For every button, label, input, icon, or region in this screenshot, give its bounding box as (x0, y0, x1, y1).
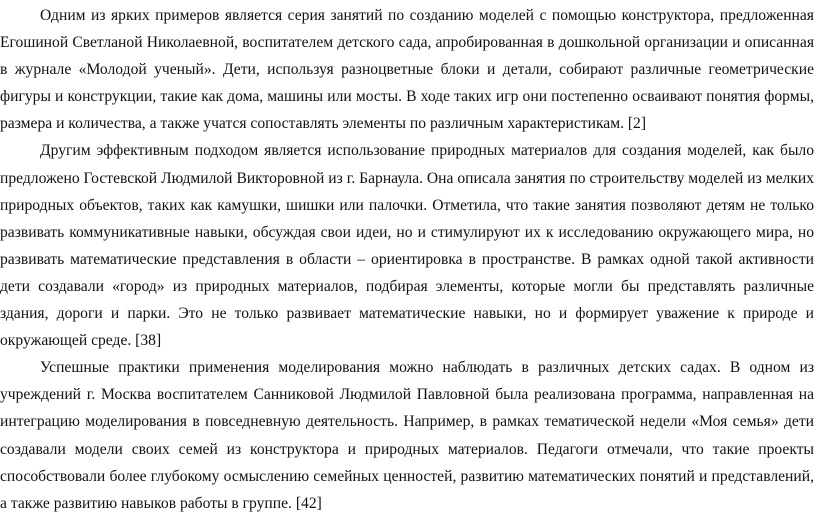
document-body (0, 2, 814, 517)
paragraph-natural-materials: Другим эффективным подходом является использование природных материалов для создания моделей, как было предложено Гостевской Людмилой Викторовной из г. Барнаула. Она описала занятия по строительству моделей из мелких природных объектов, таких как камушки, шишки или палочки. Отметила, что такие занятия позволяют детям не только развивать коммуникативные навыки, обсуждая свои идеи, но и стимулируют их к исследованию окружающего мира, но развивать математические представления в области – ориентировка в пространстве. В рамках одной такой активности дети создавали «город» из природных материалов, подбирая элементы, которые могли бы представлять различные здания, дороги и парки. Это не только развивает математические навыки, но и формирует уважение к природе и окружающей среде. [38] (0, 142, 814, 350)
paragraph-constructor-example: Одним из ярких примеров является серия занятий по созданию моделей с помощью конструктора, предложенная Егошиной Светланой Николаевной, воспитателем детского сада, апробированная в дошкольной организации и описанная в журнале «Молодой ученый». Дети, используя разноцветные блоки и детали, собирают различные геометрические фигуры и конструкции, такие как дома, машины или мосты. В ходе таких игр они постепенно осваивают понятия формы, размера и количества, а также учатся сопоставлять элементы по различным характеристикам. [2] (0, 7, 814, 133)
paragraph-successful-practices: Успешные практики применения моделирования можно наблюдать в различных детских садах. В одном из учреждений г. Москва воспитателем Санниковой Людмилой Павловной была реализована программа, направленная на интеграцию моделирования в повседневную деятельность. Например, в рамках тематической недели «Моя семья» дети создавали модели своих семей из конструктора и природных материалов. Педагоги отмечали, что такие проекты способствовали более глубокому осмыслению семейных ценностей, развитию математических понятий и представлений, а также развитию навыков работы в группе. [42] (0, 359, 814, 512)
